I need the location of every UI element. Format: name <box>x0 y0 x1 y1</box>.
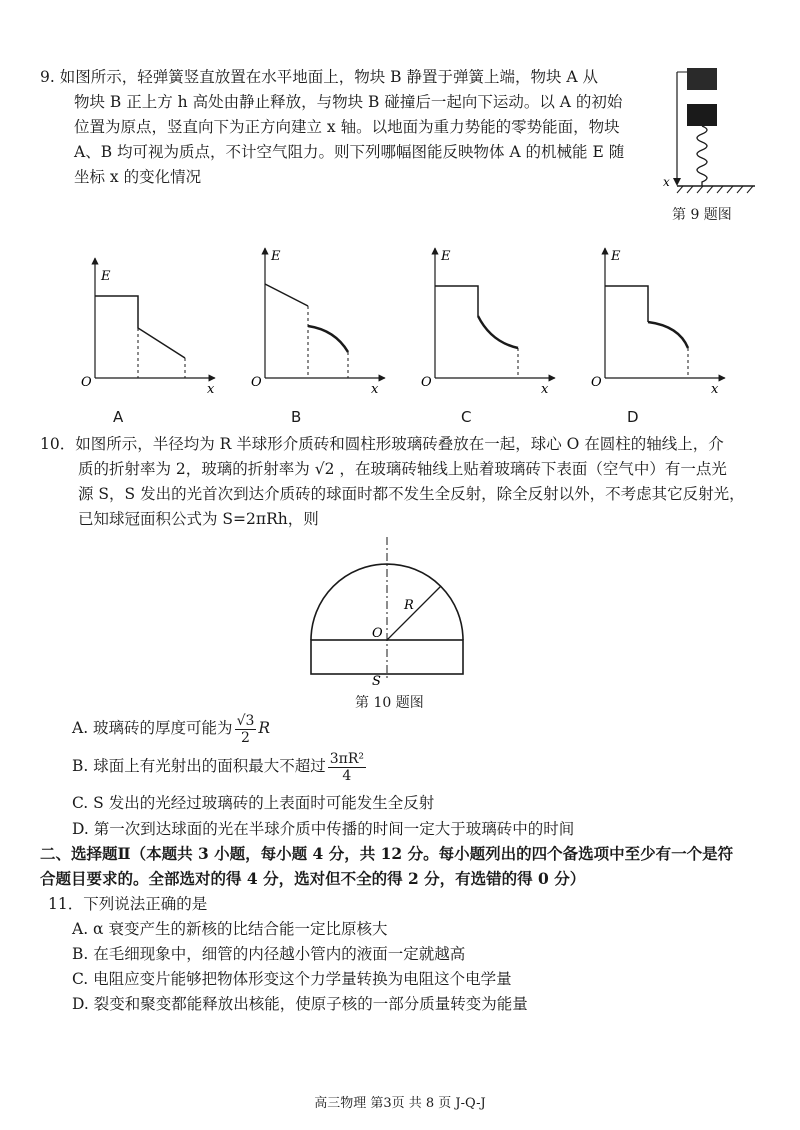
label-r: R <box>404 598 414 613</box>
graph-a-curve <box>95 296 185 358</box>
spring-x-label: x <box>663 175 670 189</box>
q10-line-1: 10．如图所示，半径均为 R 半球形介质砖和圆柱形玻璃砖叠放在一起，球心 O 在圆柱的轴线上，介 <box>40 435 724 453</box>
q9-spring-figure <box>655 60 765 200</box>
q10-line-3: 源 S，S 发出的光首次到达介质砖的球面时都不发生全反射，除全反射以外，不考虑其它反射光， <box>78 485 745 503</box>
q10-line-2: 质的折射率为 2，玻璃的折射率为 √2 ，在玻璃砖轴线上贴着玻璃砖下表面（空气中）有一点光 <box>78 460 727 478</box>
q9-option-c: C <box>461 408 472 426</box>
graph-a-x-label: x <box>207 382 215 397</box>
q9-option-a: A <box>113 408 124 426</box>
q9-option-b: B <box>291 408 302 426</box>
q11-option-b: B. 在毛细现象中，细管的内径越小管内的液面一定就越高 <box>72 945 466 963</box>
label-s: S <box>372 674 381 689</box>
radius-line <box>387 586 441 640</box>
block-b <box>687 104 717 126</box>
q10-option-c: C. S 发出的光经过玻璃砖的上表面时可能发生全反射 <box>72 794 435 812</box>
q10-option-b-text: B. 球面上有光射出的面积最大不超过 <box>72 757 326 775</box>
q9-line-5: 坐标 x 的变化情况 <box>74 168 202 186</box>
graph-d-curve <box>648 322 688 348</box>
q10-option-a-denominator: 2 <box>241 729 250 746</box>
q10-figure <box>300 535 480 695</box>
q10-option-a-numerator: √3 <box>236 712 255 729</box>
q10-option-a-text: A. 玻璃砖的厚度可能为 <box>72 719 233 737</box>
q11-option-a: A. α 衰变产生的新核的比结合能一定比原核大 <box>72 920 388 938</box>
q10-line-4: 已知球冠面积公式为 S=2πRh，则 <box>78 510 319 528</box>
graph-b <box>251 248 385 397</box>
q9-graphs <box>75 238 745 408</box>
q11-option-d: D. 裂变和聚变都能释放出核能，使原子核的一部分质量转变为能量 <box>72 995 528 1013</box>
q9-line-3: 位置为原点，竖直向下为正方向建立 x 轴。以地面为重力势能的零势能面，物块 <box>74 118 620 136</box>
section-2-header-line-2: 合题目要求的。全部选对的得 4 分，选对但不全的得 2 分，有选错的得 0 分） <box>40 869 586 888</box>
graph-a-o-label: O <box>81 375 92 390</box>
graph-d-o-label: O <box>591 375 602 390</box>
q10-option-d: D. 第一次到达球面的光在半球介质中传播的时间一定大于玻璃砖中的时间 <box>72 820 575 838</box>
q10-option-b-numerator: 3πR² <box>329 750 365 767</box>
graph-d-x-label: x <box>711 382 719 397</box>
q10-option-b <box>72 748 368 784</box>
q9-line-2: 物块 B 正上方 h 高处由静止释放，与物块 B 碰撞后一起向下运动。以 A 的初始 <box>74 93 623 111</box>
page-footer: 高三物理 第3页 共 8 页 J-Q-J <box>314 1096 486 1111</box>
graph-d-e-label: E <box>611 249 621 264</box>
q11-option-c: C. 电阻应变片能够把物体形变这个力学量转换为电阻这个电学量 <box>72 970 512 988</box>
x-axis-arrow <box>673 178 681 186</box>
q9-figure-caption: 第 9 题图 <box>672 207 732 223</box>
block-a <box>687 68 717 90</box>
q10-option-b-denominator: 4 <box>342 767 352 784</box>
q11-stem: 11．下列说法正确的是 <box>48 895 208 913</box>
graph-d <box>591 248 725 397</box>
q10-option-b-fraction <box>328 751 366 784</box>
q9-line-4: A、B 均可视为质点，不计空气阻力。则下列哪幅图能反映物体 A 的机械能 E 随 <box>74 143 625 161</box>
label-o: O <box>372 626 383 641</box>
section-2-header-line-1: 二、选择题Ⅱ（本题共 3 小题，每小题 4 分，共 12 分。每小题列出的四个备选项中至少有一个是符 <box>40 844 734 863</box>
graph-b-o-label: O <box>251 375 262 390</box>
graph-c-e-label: E <box>441 249 451 264</box>
graph-c-o-label: O <box>421 375 432 390</box>
graph-c <box>421 248 555 397</box>
graph-b-x-label: x <box>371 382 379 397</box>
graph-a <box>81 258 215 397</box>
spring <box>697 126 707 186</box>
graph-a-e-label: E <box>101 269 111 284</box>
graph-c-curve <box>478 316 518 348</box>
q9-option-d: D <box>627 408 639 426</box>
q10-option-a-suffix: R <box>258 719 271 737</box>
graph-c-x-label: x <box>541 382 549 397</box>
graph-b-e-label: E <box>271 249 281 264</box>
q10-option-a-fraction <box>235 713 257 746</box>
q10-figure-caption: 第 10 题图 <box>355 695 424 711</box>
q9-line-1: 9. 如图所示，轻弹簧竖直放置在水平地面上，物块 B 静置于弹簧上端，物块 A 从 <box>40 68 599 86</box>
q10-option-a <box>72 710 270 746</box>
graph-b-curve <box>265 284 308 306</box>
